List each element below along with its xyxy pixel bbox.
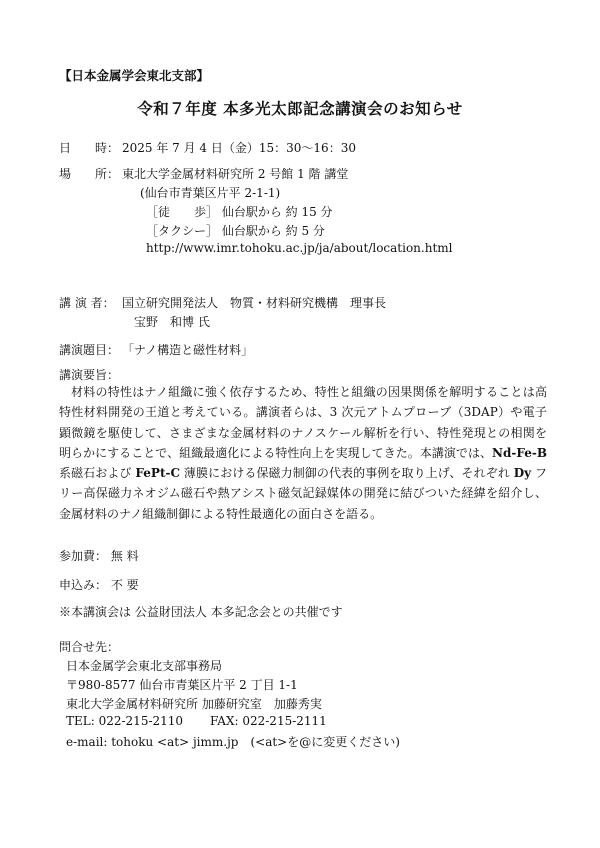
speaker-affiliation: 国立研究開発法人 物質・材料研究機構 理事長 — [122, 296, 387, 310]
contact-lab: 東北大学金属材料研究所 加藤研究室 加藤秀実 — [66, 697, 322, 711]
notice-title: 令和７年度 本多光太郎記念講演会のお知らせ — [137, 100, 463, 118]
speaker-label: 講 演 者： — [59, 296, 115, 310]
access-walk: ［徒 歩］ 仙台駅から 約 15 分 — [146, 205, 333, 219]
access-taxi: ［タクシー］ 仙台駅から 約 5 分 — [146, 224, 325, 238]
abstract-label: 講演要旨： — [59, 368, 120, 382]
organization-header: 【日本金属学会東北支部】 — [59, 68, 210, 83]
abstract-text: 材料の特性はナノ組織に強く依存するため、特性と組織の因果関係を解明することは高特性材料開発の王道と考えている。講演者らは、3 次元アトムプローブ（3DAP）や電子顕微鏡を駆使して、さまざまな金属材料のナノスケール解析を行い、特性発現との相関を明らかにすることで、組織最適化による特性向上を実現してきた。本講演では、Nd-Fe-B 系磁石および FePt-C 薄膜における保磁力制御の代表的事例を取り上げ、それぞれ Dy フリー高保磁力ネオジム磁石や熱アシスト磁気記録媒体の開発に結びついた経緯を紹介し、金属材料のナノ組織制御による特性最適化の面白さを語る。 — [59, 385, 547, 521]
date-value: 2025 年 7 月 4 日（金）15：30～16：30 — [122, 141, 356, 155]
contact-office: 日本金属学会東北支部事務局 — [66, 659, 223, 673]
place-label: 場 所： — [59, 167, 120, 181]
speaker-name: 宝野 和博 氏 — [134, 315, 210, 329]
contact-label: 問合せ先： — [59, 640, 120, 654]
contact-tel: TEL: 022-215-2110 — [66, 714, 184, 728]
topic-label: 講演題目： — [59, 343, 120, 357]
cohost-note: ※本講演会は 公益財団法人 本多記念会との共催です — [59, 605, 343, 619]
topic-value: 「ナノ構造と磁性材料」 — [122, 343, 254, 357]
location-url[interactable]: http://www.imr.tohoku.ac.jp/ja/about/location.html — [146, 241, 453, 255]
application-note: 申込み： 不 要 — [59, 578, 139, 592]
place-address: (仙台市青葉区片平 2-1-1) — [140, 186, 281, 200]
contact-fax: FAX: 022-215-2111 — [210, 714, 327, 728]
date-label: 日 時： — [59, 141, 120, 155]
place-name: 東北大学金属材料研究所 2 号館 1 階 講堂 — [122, 167, 349, 181]
contact-postal: 〒980-8577 仙台市青葉区片平 2 丁目 1-1 — [66, 678, 298, 692]
participation-fee: 参加費： 無 料 — [59, 549, 139, 563]
contact-email[interactable]: e-mail: tohoku <at> jimm.jp (<at>を@に変更ください) — [66, 735, 400, 749]
